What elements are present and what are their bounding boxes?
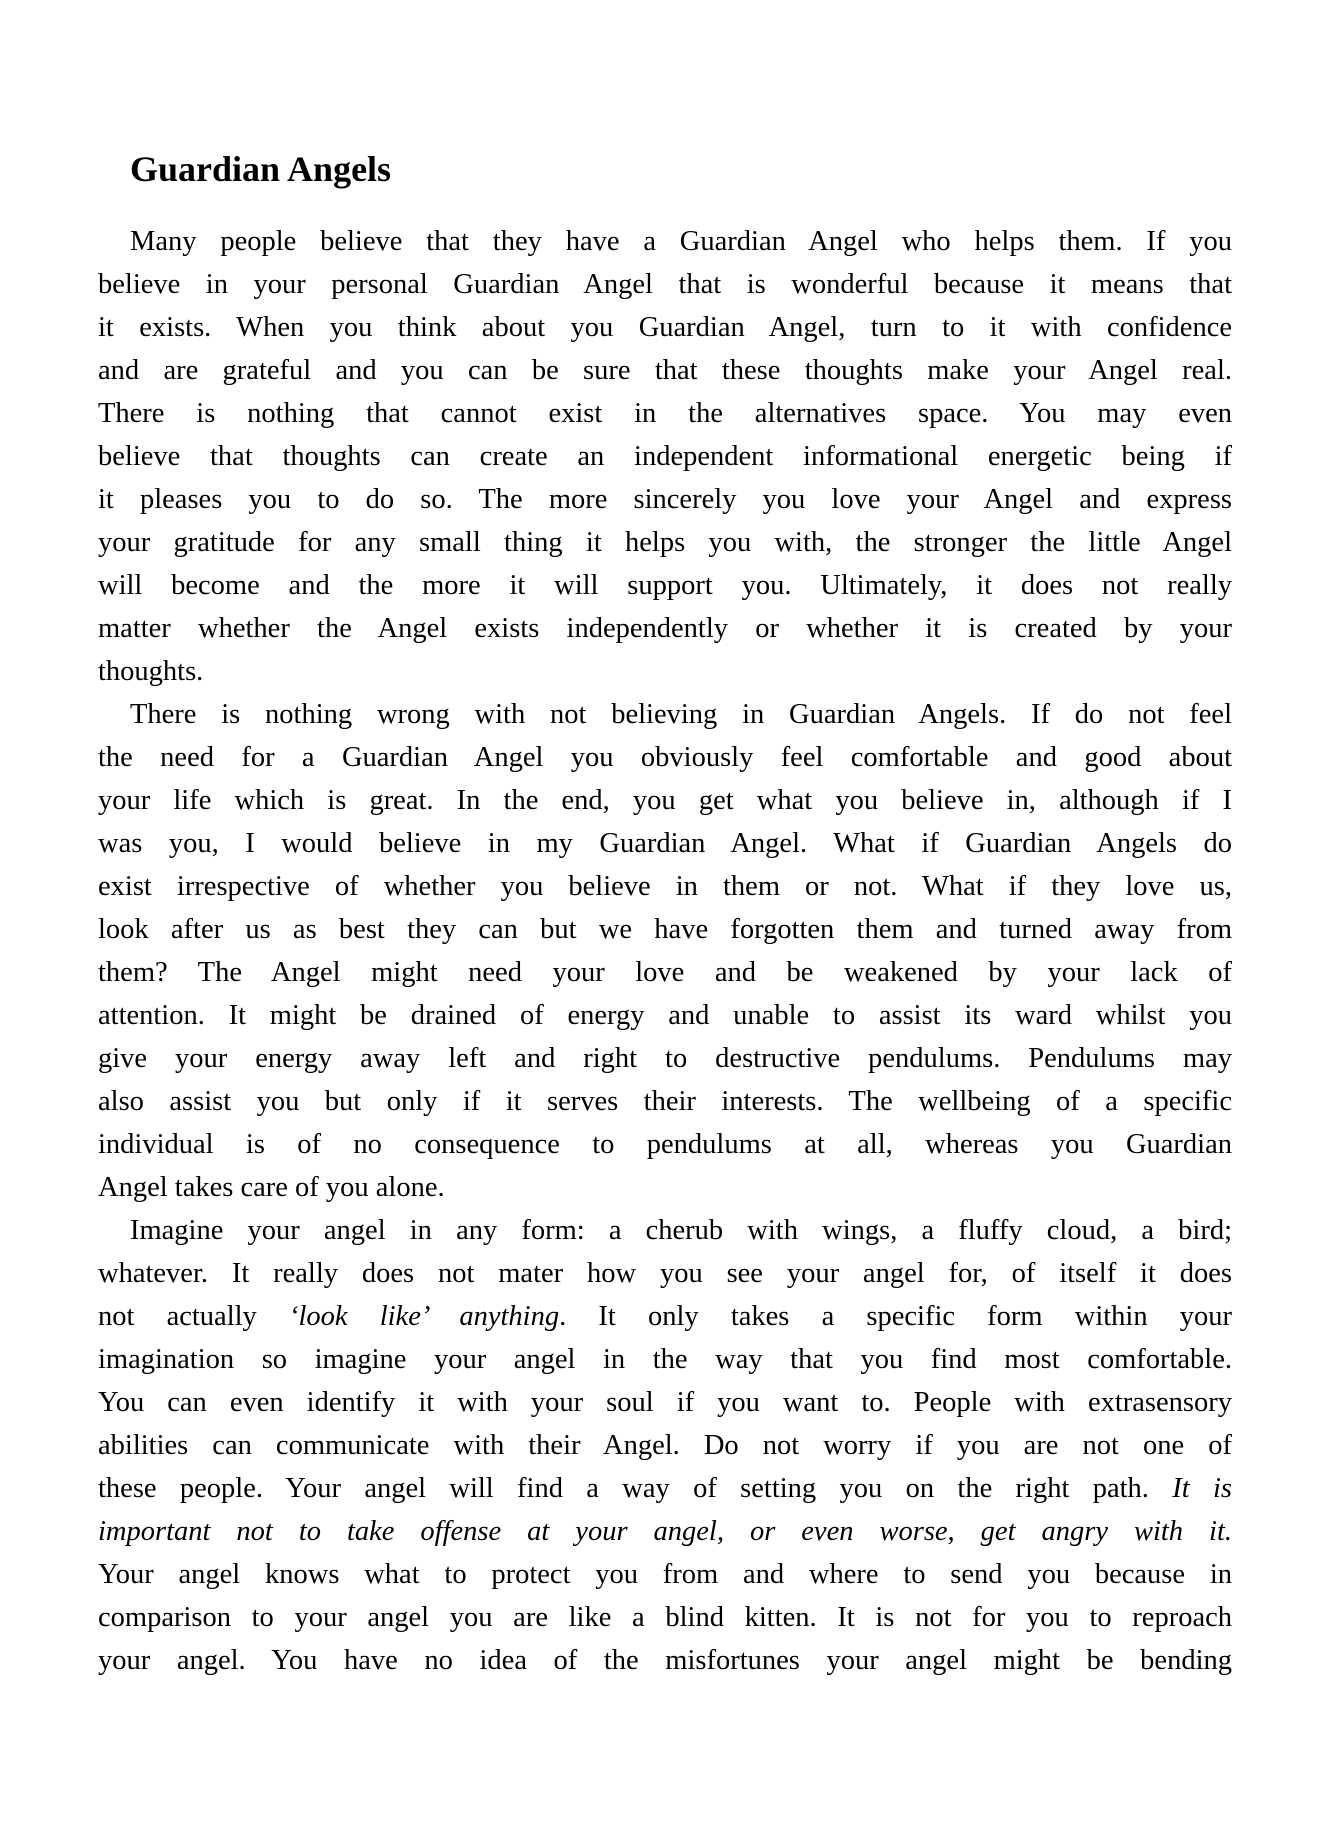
text-line bbox=[98, 1252, 1232, 1295]
italic-text-segment: ‘look like’ anything bbox=[288, 1300, 560, 1332]
paragraph bbox=[98, 693, 1232, 1209]
text-segment: was you, I would believe in my Guardian Angel. What if Guardian Angels do bbox=[98, 827, 1232, 859]
text-line bbox=[98, 779, 1232, 822]
text-line bbox=[98, 435, 1232, 478]
article-body bbox=[98, 220, 1232, 1682]
text-segment: them? The Angel might need your love and be weakened by your lack of bbox=[98, 956, 1232, 988]
text-line bbox=[98, 1381, 1232, 1424]
text-segment: imagination so imagine your angel in the way that you find most comfortable. bbox=[98, 1343, 1232, 1375]
text-line bbox=[98, 1424, 1232, 1467]
text-line bbox=[98, 1209, 1232, 1252]
text-line bbox=[98, 1295, 1232, 1338]
text-line bbox=[98, 822, 1232, 865]
text-line bbox=[98, 650, 1232, 693]
text-line bbox=[98, 736, 1232, 779]
text-segment: Your angel knows what to protect you from and where to send you because in bbox=[98, 1558, 1232, 1590]
text-segment: matter whether the Angel exists independently or whether it is created by your bbox=[98, 612, 1232, 644]
text-segment: your life which is great. In the end, you get what you believe in, although if I bbox=[98, 784, 1232, 816]
text-segment: exist irrespective of whether you believe in them or not. What if they love us, bbox=[98, 870, 1232, 902]
text-line bbox=[98, 263, 1232, 306]
page-title: Guardian Angels bbox=[130, 149, 392, 189]
text-segment: comparison to your angel you are like a blind kitten. It is not for you to reproach bbox=[98, 1601, 1232, 1633]
text-line bbox=[98, 1639, 1232, 1682]
text-line bbox=[98, 1596, 1232, 1639]
text-segment: attention. It might be drained of energy and unable to assist its ward whilst you bbox=[98, 999, 1232, 1031]
text-segment: There is nothing that cannot exist in the alternatives space. You may even bbox=[98, 397, 1232, 429]
text-line bbox=[98, 521, 1232, 564]
text-segment: whatever. It really does not mater how you see your angel for, of itself it does bbox=[98, 1257, 1232, 1289]
text-segment: thoughts. bbox=[98, 655, 204, 687]
text-line bbox=[98, 1467, 1232, 1510]
text-line bbox=[98, 1166, 1232, 1209]
text-line bbox=[98, 306, 1232, 349]
text-segment: Many people believe that they have a Guardian Angel who helps them. If you bbox=[130, 225, 1232, 257]
italic-text-segment: It is bbox=[1172, 1472, 1232, 1504]
text-line bbox=[98, 220, 1232, 263]
text-segment: Imagine your angel in any form: a cherub with wings, a fluffy cloud, a bird; bbox=[130, 1214, 1232, 1246]
text-line bbox=[98, 1553, 1232, 1596]
text-line bbox=[98, 349, 1232, 392]
text-segment: will become and the more it will support you. Ultimately, it does not really bbox=[98, 569, 1232, 601]
text-line bbox=[98, 994, 1232, 1037]
text-segment: You can even identify it with your soul if you want to. People with extrasensory bbox=[98, 1386, 1232, 1418]
text-segment: abilities can communicate with their Angel. Do not worry if you are not one of bbox=[98, 1429, 1232, 1461]
text-line bbox=[98, 1037, 1232, 1080]
text-line bbox=[98, 392, 1232, 435]
text-segment: the need for a Guardian Angel you obviously feel comfortable and good about bbox=[98, 741, 1232, 773]
paragraph bbox=[98, 220, 1232, 693]
text-segment: believe in your personal Guardian Angel that is wonderful because it means that bbox=[98, 268, 1232, 300]
text-segment: also assist you but only if it serves their interests. The wellbeing of a specific bbox=[98, 1085, 1232, 1117]
text-segment: your angel. You have no idea of the misfortunes your angel might be bending bbox=[98, 1644, 1232, 1676]
text-segment: it exists. When you think about you Guardian Angel, turn to it with confidence bbox=[98, 311, 1232, 343]
text-segment: your gratitude for any small thing it helps you with, the stronger the little Angel bbox=[98, 526, 1232, 558]
text-line bbox=[98, 607, 1232, 650]
text-segment: There is nothing wrong with not believing in Guardian Angels. If do not feel bbox=[130, 698, 1232, 730]
text-segment: not actually bbox=[98, 1300, 289, 1332]
text-line bbox=[98, 478, 1232, 521]
text-line bbox=[98, 693, 1232, 736]
text-line bbox=[98, 1123, 1232, 1166]
paragraph bbox=[98, 1209, 1232, 1682]
text-line bbox=[98, 908, 1232, 951]
text-segment: these people. Your angel will find a way of setting you on the right path. bbox=[98, 1472, 1173, 1504]
text-segment: . It only takes a specific form within your bbox=[559, 1300, 1232, 1332]
text-segment: believe that thoughts can create an independent informational energetic being if bbox=[98, 440, 1232, 472]
text-line bbox=[98, 1338, 1232, 1381]
text-segment: Angel takes care of you alone. bbox=[98, 1171, 445, 1203]
text-line bbox=[98, 951, 1232, 994]
text-line bbox=[98, 564, 1232, 607]
text-segment: it pleases you to do so. The more sincerely you love your Angel and express bbox=[98, 483, 1232, 515]
text-segment: look after us as best they can but we have forgotten them and turned away from bbox=[98, 913, 1232, 945]
text-segment: individual is of no consequence to pendulums at all, whereas you Guardian bbox=[98, 1128, 1232, 1160]
text-segment: give your energy away left and right to destructive pendulums. Pendulums may bbox=[98, 1042, 1232, 1074]
text-line bbox=[98, 865, 1232, 908]
text-line bbox=[98, 1080, 1232, 1123]
text-segment: and are grateful and you can be sure that these thoughts make your Angel real. bbox=[98, 354, 1232, 386]
italic-text-segment: important not to take offense at your angel, or even worse, get angry with it. bbox=[98, 1515, 1232, 1547]
text-line bbox=[98, 1510, 1232, 1553]
